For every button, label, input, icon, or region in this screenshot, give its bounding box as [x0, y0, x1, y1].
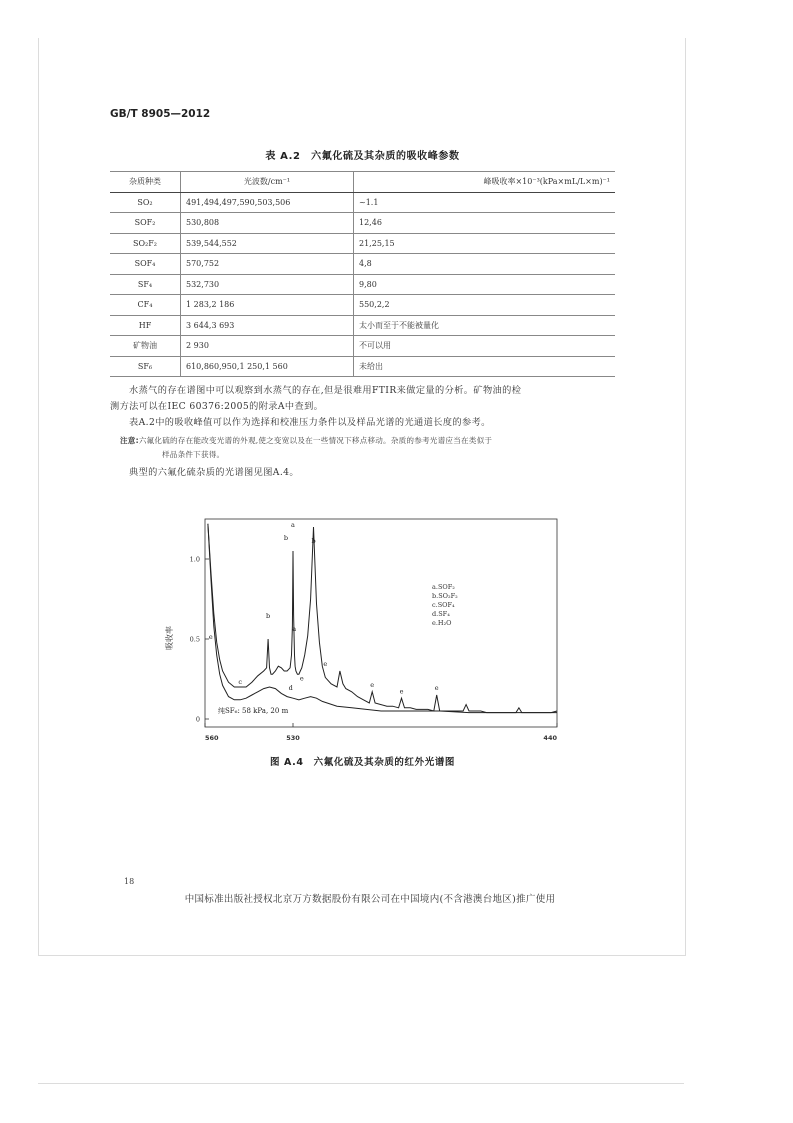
cell-species: SOF₄ — [110, 254, 181, 275]
pure-sf6-label: 纯SF₆: 58 kPa, 20 m — [218, 707, 289, 715]
x-tick-label: 440 — [543, 734, 557, 742]
peak-label: e — [434, 684, 439, 693]
legend — [432, 583, 458, 627]
cell-absorption: 4,8 — [354, 254, 616, 275]
header-absorption: 峰吸收率×10⁻³(kPa×mL/L×m)⁻¹ — [354, 172, 616, 193]
note-text: 六氟化硫的存在能改变光谱的外观,使之变宽以及在一些情况下移点移动。杂质的参考光谱应当在类似于 — [138, 436, 493, 445]
peak-label: e — [208, 633, 213, 641]
cell-wavenumber: 3 644,3 693 — [181, 315, 354, 336]
peak-label: b — [311, 537, 316, 545]
peak-label: b — [265, 612, 271, 621]
cell-species: SF₄ — [110, 274, 181, 295]
cell-species: SO₂ — [110, 192, 181, 213]
legend-item: b.SO₂F₂ — [432, 592, 458, 600]
plot-frame — [205, 519, 557, 727]
note-label: 注意: — [120, 436, 139, 445]
spectrum-chart — [160, 510, 565, 746]
table-row — [110, 274, 615, 295]
peak-label: a — [291, 521, 295, 529]
table-row — [110, 213, 615, 234]
cell-absorption: 未给出 — [354, 356, 616, 377]
cell-wavenumber: 610,860,950,1 250,1 560 — [181, 356, 354, 377]
legend-item: c.SOF₄ — [432, 601, 455, 609]
peak-label: e — [323, 660, 328, 669]
bottom-divider — [38, 1083, 684, 1084]
cell-absorption: 不可以用 — [354, 336, 616, 357]
y-tick-label: 0.5 — [189, 635, 200, 644]
cell-wavenumber: 539,544,552 — [181, 233, 354, 254]
y-tick-label: 0 — [195, 715, 200, 724]
note-continuation: 样品条件下获得。 — [162, 450, 225, 459]
figure-caption: 图 A.4 六氟化硫及其杂质的红外光谱图 — [269, 757, 456, 768]
cell-absorption: 550,2,2 — [354, 295, 616, 316]
cell-species: SF₆ — [110, 356, 181, 377]
cell-wavenumber: 491,494,497,590,503,506 — [181, 192, 354, 213]
cell-wavenumber: 1 283,2 186 — [181, 295, 354, 316]
legend-item: d.SF₄ — [432, 610, 450, 618]
cell-species: SO₂F₂ — [110, 233, 181, 254]
header-impurity: 杂质种类 — [110, 172, 181, 193]
cell-absorption: 9,80 — [354, 274, 616, 295]
paragraph-mineral-oil: 测方法可以在IEC 60376:2005的附录A中查到。 — [110, 401, 324, 412]
y-axis-label: 吸收率 — [165, 626, 174, 650]
peak-label: e — [370, 681, 375, 689]
peak-label: c — [238, 677, 243, 686]
y-tick-label: 1.0 — [189, 555, 200, 564]
table-header-row — [110, 172, 615, 193]
cell-wavenumber: 570,752 — [181, 254, 354, 275]
header-wavenumber: 光波数/cm⁻¹ — [181, 172, 354, 193]
cell-species: CF₄ — [110, 295, 181, 316]
table-caption: 表 A.2 六氟化硫及其杂质的吸收峰参数 — [265, 151, 460, 162]
cell-wavenumber: 532,730 — [181, 274, 354, 295]
paragraph-figure-reference: 典型的六氟化硫杂质的光谱图见图A.4。 — [129, 467, 299, 478]
footer-license: 中国标准出版社授权北京万方数据股份有限公司在中国境内(不含港澳台地区)推广使用 — [184, 894, 556, 905]
cell-absorption: 12,46 — [354, 213, 616, 234]
series-sample-line — [208, 524, 557, 713]
cell-wavenumber: 2 930 — [181, 336, 354, 357]
peak-labels — [209, 521, 439, 695]
table-row — [110, 315, 615, 336]
table-row — [110, 233, 615, 254]
paragraph-water-vapor: 水蒸气的存在谱图中可以观察到水蒸气的存在,但是很难用FTIR来做定量的分析。矿物油的检 — [129, 385, 522, 396]
table-row — [110, 336, 615, 357]
legend-item: a.SOF₂ — [432, 583, 455, 591]
legend-item: e.H₂O — [432, 619, 452, 627]
absorption-params-table — [110, 171, 615, 377]
page-number: 18 — [124, 877, 135, 886]
standard-code: GB/T 8905—2012 — [110, 108, 211, 120]
note — [120, 434, 615, 462]
peak-label: d — [288, 684, 293, 693]
peak-label: a — [292, 625, 297, 633]
table-row — [110, 356, 615, 377]
cell-wavenumber: 530,808 — [181, 213, 354, 234]
table-row — [110, 192, 615, 213]
table-row — [110, 254, 615, 275]
peak-label: e — [299, 674, 304, 683]
x-tick-label: 560 — [205, 734, 219, 742]
x-tick-label: 530 — [286, 734, 300, 742]
cell-species: SOF₂ — [110, 213, 181, 234]
peak-label: e — [399, 687, 404, 696]
table-row — [110, 295, 615, 316]
paragraph-table-reference: 表A.2中的吸收峰值可以作为选择和校准压力条件以及样品光谱的光通道长度的参考。 — [129, 417, 491, 428]
cell-species: HF — [110, 315, 181, 336]
peak-label: b — [283, 533, 289, 542]
cell-species: 矿物油 — [110, 336, 181, 357]
series-pure-sf6-line — [208, 524, 557, 713]
cell-absorption: 太小而至于不能被量化 — [354, 315, 616, 336]
cell-absorption: 21,25,15 — [354, 233, 616, 254]
cell-absorption: ~1.1 — [354, 192, 616, 213]
